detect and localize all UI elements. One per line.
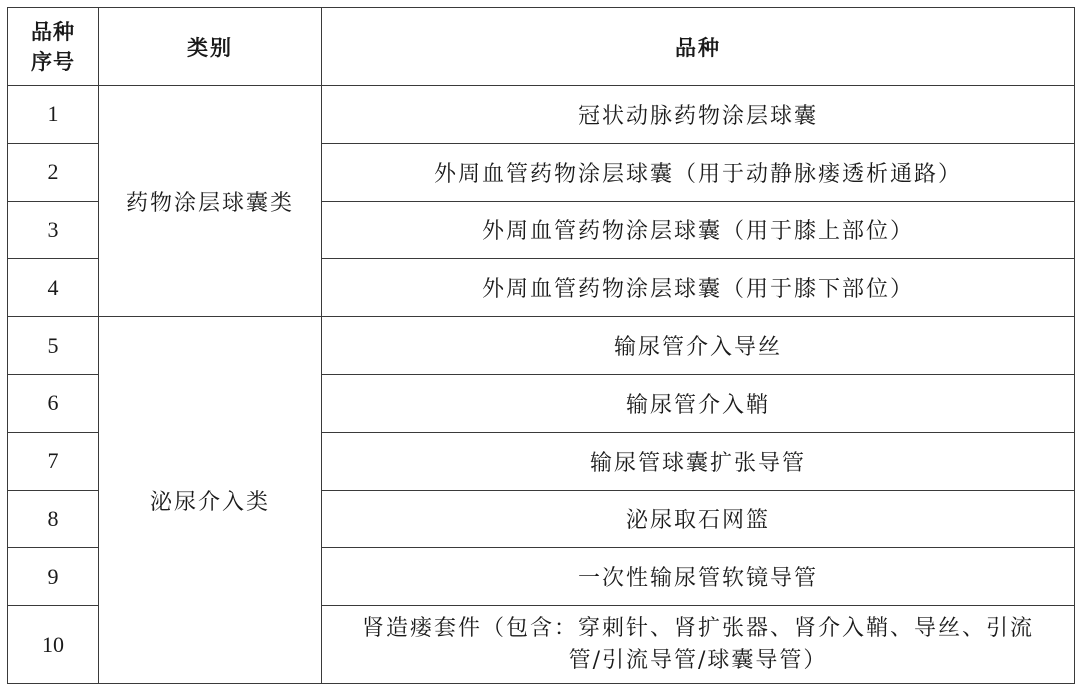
row-number: 1 — [8, 86, 99, 144]
row-number: 7 — [8, 432, 99, 490]
header-row — [8, 8, 1075, 86]
row-number: 2 — [8, 143, 99, 201]
table-row — [8, 86, 1075, 144]
row-number: 4 — [8, 259, 99, 317]
variety-name-line2: 管/引流导管/球囊导管） — [568, 647, 828, 673]
variety-name: 冠状动脉药物涂层球囊 — [322, 86, 1075, 144]
row-number: 6 — [8, 374, 99, 432]
variety-name: 外周血管药物涂层球囊（用于膝上部位） — [322, 201, 1075, 259]
header-variety: 品种 — [322, 8, 1075, 86]
row-number: 5 — [8, 317, 99, 375]
variety-name: 输尿管介入鞘 — [322, 374, 1075, 432]
row-number: 9 — [8, 548, 99, 606]
header-variety-no-line1: 品种 — [31, 19, 75, 44]
variety-name: 外周血管药物涂层球囊（用于膝下部位） — [322, 259, 1075, 317]
category-cell: 药物涂层球囊类 — [99, 86, 322, 317]
variety-name: 输尿管介入导丝 — [322, 317, 1075, 375]
header-variety-no — [8, 8, 99, 86]
row-number: 8 — [8, 490, 99, 548]
header-variety-no-line2: 序号 — [31, 49, 75, 74]
row-number: 3 — [8, 201, 99, 259]
variety-name: 一次性输尿管软镜导管 — [322, 548, 1075, 606]
variety-table — [7, 7, 1075, 684]
row-number: 10 — [8, 606, 99, 684]
variety-name-line1: 肾造瘘套件（包含：穿刺针、肾扩张器、肾介入鞘、导丝、引流 — [361, 615, 1034, 641]
variety-name: 泌尿取石网篮 — [322, 490, 1075, 548]
table-row — [8, 317, 1075, 375]
variety-name: 输尿管球囊扩张导管 — [322, 432, 1075, 490]
variety-name — [322, 606, 1075, 684]
header-category: 类别 — [99, 8, 322, 86]
category-cell: 泌尿介入类 — [99, 317, 322, 684]
variety-name: 外周血管药物涂层球囊（用于动静脉瘘透析通路） — [322, 143, 1075, 201]
